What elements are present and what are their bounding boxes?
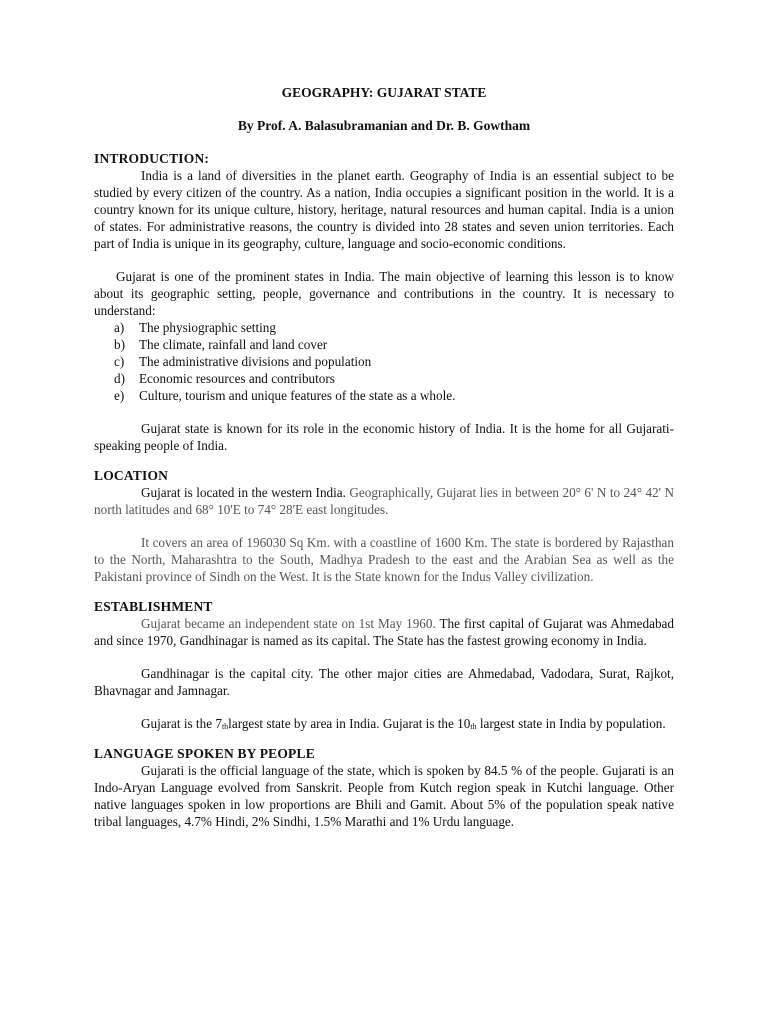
heading-establishment: ESTABLISHMENT [94, 599, 213, 614]
list-item-text: Economic resources and contributors [139, 371, 335, 386]
establishment-text-part-2: The first capital of Gujarat was Ahmedabad and since 1970, Gandhinagar is named as its capital. The State has the fastest growing economy in India. [94, 616, 674, 648]
rank-text-part-3: largest state in India by population. [476, 716, 666, 731]
list-item [94, 336, 674, 353]
establishment-text-part-1: Gujarat became an independent state on 1st May 1960. [141, 616, 436, 631]
list-marker: d) [114, 371, 125, 386]
establishment-paragraph-2: Gandhinagar is the capital city. The other major cities are Ahmedabad, Vadodara, Surat, Rajkot, Bhavnagar and Jamnagar. [94, 666, 674, 698]
location-text-part-2: Geographically, Gujarat lies in between 20° 6' N to 24° 42' N north latitudes and 68° 10'E to 74° 28'E east longitudes. [94, 485, 675, 517]
intro-paragraph-2: Gujarat is one of the prominent states in India. The main objective of learning this lesson is to know about its geographic setting, people, governance and contributions in the country. It is necessary to understand: [94, 269, 674, 318]
heading-language: LANGUAGE SPOKEN BY PEOPLE [94, 746, 315, 761]
location-text-part-1: Gujarat is located in the western India. [141, 485, 346, 500]
document-byline: By Prof. A. Balasubramanian and Dr. B. Gowtham [237, 118, 531, 133]
establishment-paragraph-1 [94, 615, 674, 649]
establishment-paragraph-3 [94, 715, 674, 732]
list-item [94, 353, 674, 370]
list-item-text: Culture, tourism and unique features of the state as a whole. [139, 388, 456, 403]
intro-paragraph-1: India is a land of diversities in the planet earth. Geography of India is an essential subject to be studied by every citizen of the country. As a nation, India occupies a significant position in the world. It is a country known for its unique culture, history, heritage, natural resources and human capital. India is a union of states. For administrative reasons, the country is divided into 28 states and seven union territories. Each part of India is unique in its geography, culture, language and socio-economic conditions. [94, 168, 674, 251]
location-paragraph-1 [94, 484, 674, 518]
intro-paragraph-3: Gujarat state is known for its role in the economic history of India. It is the home for all Gujarati-speaking people of India. [94, 421, 674, 453]
list-item-text: The climate, rainfall and land cover [139, 337, 328, 352]
list-item [94, 387, 674, 404]
list-marker: c) [114, 354, 125, 369]
location-text-part-4: It is the State known for the Indus Valley civilization. [308, 569, 594, 584]
list-marker: e) [114, 388, 125, 403]
heading-introduction: INTRODUCTION: [94, 151, 210, 166]
list-item-text: The physiographic setting [139, 320, 276, 335]
list-item [94, 370, 674, 387]
location-paragraph-2 [94, 534, 674, 585]
list-item-text: The administrative divisions and population [139, 354, 372, 369]
language-paragraph-1: Gujarati is the official language of the state, which is spoken by 84.5 % of the people. Gujarati is an Indo-Aryan Language evolved from Sanskrit. People from Kutch region speak in Kutchi language. Other native languages spoken in low proportions are Bhili and Gamit. About 5% of the population speak native tribal languages, 4.7% Hindi, 2% Sindhi, 1.5% Marathi and 1% Urdu language. [94, 763, 674, 829]
list-item [94, 319, 674, 336]
list-marker: a) [114, 320, 125, 335]
ordinal-suffix: th [470, 722, 477, 731]
rank-text-part-2: largest state by area in India. Gujarat is the 10 [228, 716, 471, 731]
heading-location: LOCATION [94, 468, 169, 483]
list-marker: b) [114, 337, 125, 352]
location-text-part-3: It covers an area of 196030 Sq Km. with a coastline of 1600 Km. The state is bordered by Rajasthan to the North, Maharashtra to the South, Madhya Pradesh to the east and the Arabian Sea as well as the Pakistani province of Sindh on the West. [94, 535, 674, 584]
rank-text-part-1: Gujarat is the 7 [141, 716, 222, 731]
objectives-list [94, 319, 674, 404]
ordinal-suffix: th [221, 722, 229, 731]
document-title: GEOGRAPHY: GUJARAT STATE [281, 85, 487, 100]
